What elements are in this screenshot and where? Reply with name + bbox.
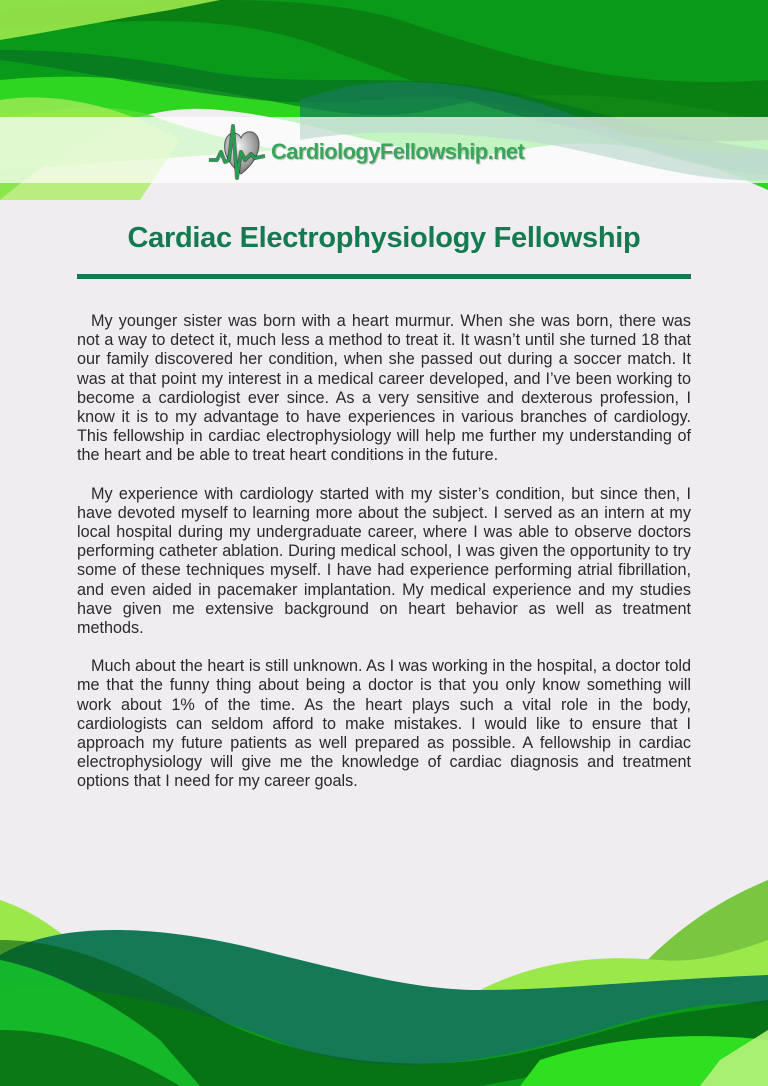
logo-text: CardiologyFellowship.net [271, 139, 525, 164]
paragraph: My experience with cardiology started with my sister’s condition, but since then, I have devoted myself to learning more about the subject. I served as an intern at my local hospital during my undergraduate career, where I was able to observe doctors performing catheter ablation. During medical school, I was given the opportunity to try some of these techniques myself. I have had experience performing atrial fibrillation, and even aided in pacemaker implantation. My medical experience and my studies have given me extensive background on heart behavior as well as treatment methods. [77, 484, 691, 638]
document-body [77, 312, 691, 811]
paragraph: Much about the heart is still unknown. As I was working in the hospital, a doctor told me that the funny thing about being a doctor is that you only know something will work about 1% of the time. As the heart plays such a vital role in the body, cardiologists can seldom afford to make mistakes. I would like to ensure that I approach my future patients as well prepared as possible. A fellowship in cardiac electrophysiology will give me the knowledge of cardiac diagnosis and treatment options that I need for my career goals. [77, 657, 691, 791]
heart-ecg-icon [205, 122, 269, 182]
page-title: Cardiac Electrophysiology Fellowship [127, 222, 641, 254]
bottom-wave-decoration [0, 880, 768, 1086]
site-logo[interactable] [205, 122, 524, 182]
title-divider [77, 274, 691, 279]
paragraph: My younger sister was born with a heart murmur. When she was born, there was not a way to detect it, much less a method to treat it. It wasn’t until she turned 18 that our family discovered her condition, when she passed out during a soccer match. It was at that point my interest in a medical career developed, and I’ve been working to become a cardiologist ever since. As a very sensitive and dexterous profession, I know it is to my advantage to have experiences in various branches of cardiology. This fellowship in cardiac electrophysiology will help me further my understanding of the heart and be able to treat heart conditions in the future. [77, 312, 691, 465]
